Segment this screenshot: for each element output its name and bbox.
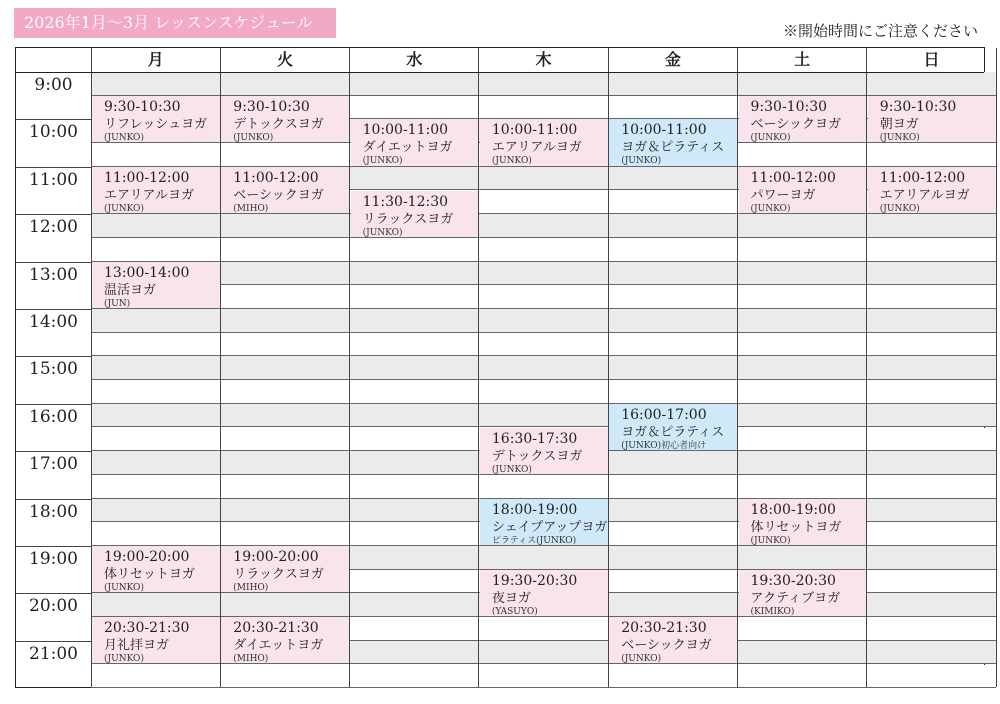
schedule-grid: [15, 47, 985, 688]
lesson-instructor: (JUNKO): [750, 535, 791, 546]
schedule-cell: [479, 404, 608, 428]
schedule-cell: [738, 285, 867, 309]
schedule-cell: [91, 499, 220, 523]
schedule-cell: [479, 191, 608, 215]
schedule-cell: [91, 214, 220, 238]
schedule-cell: [867, 404, 996, 428]
schedule-cell: [350, 593, 479, 617]
schedule-cell: [867, 641, 996, 665]
schedule-cell: [350, 404, 479, 428]
schedule-cell: [479, 665, 608, 689]
lesson-name: シェイプアップヨガ: [491, 519, 608, 535]
schedule-cell: [867, 356, 996, 380]
schedule-cell: [608, 72, 737, 96]
schedule-cell: [738, 356, 867, 380]
column-divider: [737, 48, 738, 687]
schedule-cell: [738, 404, 867, 428]
schedule-cell: [738, 72, 867, 96]
lesson-time: 16:00-17:00: [621, 406, 707, 423]
schedule-cell: [220, 72, 349, 96]
lesson-time: 11:00-12:00: [879, 169, 966, 186]
schedule-cell: [91, 238, 220, 262]
time-divider: [16, 356, 91, 357]
lesson-instructor: (JUNKO): [750, 203, 791, 214]
time-label: 11:00: [29, 169, 78, 190]
schedule-cell: [738, 143, 867, 167]
schedule-cell: [608, 499, 737, 523]
lesson-block[interactable]: [739, 167, 867, 214]
lesson-name: ダイエットヨガ: [362, 140, 453, 156]
lesson-block[interactable]: [221, 617, 349, 664]
day-header: 日: [923, 50, 940, 69]
schedule-cell: [608, 665, 737, 689]
schedule-cell: [608, 309, 737, 333]
column-divider: [349, 48, 350, 687]
lesson-block[interactable]: [739, 96, 867, 143]
time-label: 15:00: [29, 359, 78, 380]
schedule-cell: [608, 546, 737, 570]
schedule-cell: [220, 143, 349, 167]
schedule-cell: [220, 475, 349, 499]
schedule-cell: [608, 285, 737, 309]
schedule-cell: [608, 262, 737, 286]
lesson-name: エアリアルヨガ: [104, 187, 194, 203]
schedule-cell: [867, 309, 996, 333]
time-label: 13:00: [29, 264, 78, 285]
lesson-instructor: (JUN): [104, 298, 131, 309]
lesson-block[interactable]: [739, 570, 867, 617]
lesson-instructor: (MIHO): [233, 203, 269, 214]
time-divider: [16, 499, 91, 500]
time-label: 9:00: [34, 75, 73, 95]
schedule-cell: [91, 522, 220, 546]
lesson-instructor: (JUNKO): [104, 583, 144, 593]
lesson-block[interactable]: [868, 96, 996, 143]
lesson-time: 9:30-10:30: [233, 98, 310, 115]
lesson-name: ダイエットヨガ: [233, 638, 324, 654]
lesson-name: リラックスヨガ: [233, 567, 324, 582]
schedule-cell: [608, 356, 737, 380]
schedule-cell: [867, 428, 996, 452]
lesson-block[interactable]: [221, 96, 349, 143]
lesson-name: ヨガ＆ピラティス: [621, 140, 725, 156]
schedule-cell: [350, 356, 479, 380]
lesson-block[interactable]: [351, 119, 479, 166]
lesson-time: 10:00-11:00: [621, 122, 707, 139]
lesson-block[interactable]: [221, 546, 349, 593]
schedule-cell: [608, 333, 737, 357]
lesson-block[interactable]: [92, 546, 220, 593]
lesson-instructor: (JUNKO): [104, 654, 144, 665]
lesson-time: 10:00-11:00: [491, 122, 578, 139]
schedule-cell: [738, 641, 867, 665]
schedule-cell: [867, 475, 996, 499]
schedule-cell: [220, 451, 349, 475]
day-header: 水: [406, 50, 423, 69]
schedule-cell: [91, 451, 220, 475]
schedule-cell: [220, 214, 349, 238]
day-header: 火: [276, 50, 293, 69]
time-divider: [16, 262, 91, 263]
lesson-time: 10:00-11:00: [362, 122, 449, 139]
schedule-cell: [350, 72, 479, 96]
schedule-cell: [350, 617, 479, 641]
time-label: 19:00: [29, 549, 78, 569]
schedule-cell: [91, 143, 220, 167]
schedule-cell: [738, 333, 867, 357]
lesson-name: パワーヨガ: [750, 187, 816, 203]
time-divider: [16, 451, 91, 452]
schedule-cell: [91, 665, 220, 689]
schedule-cell: [350, 333, 479, 357]
schedule-cell: [867, 143, 996, 167]
time-divider: [16, 641, 91, 642]
schedule-cell: [350, 665, 479, 689]
schedule-cell: [738, 380, 867, 404]
lesson-time: 20:30-21:30: [104, 620, 190, 637]
time-divider: [16, 593, 91, 594]
time-label: 21:00: [29, 643, 78, 664]
schedule-cell: [608, 167, 737, 191]
schedule-cell: [91, 428, 220, 452]
lesson-block[interactable]: [92, 167, 220, 214]
time-label: 14:00: [29, 312, 78, 332]
lesson-name: 月礼拝ヨガ: [104, 638, 170, 654]
lesson-time: 20:30-21:30: [621, 620, 707, 637]
lesson-name: 朝ヨガ: [879, 116, 919, 132]
lesson-block[interactable]: [480, 428, 608, 475]
time-label: 16:00: [29, 406, 78, 427]
lesson-block[interactable]: [221, 167, 349, 214]
lesson-time: 9:30-10:30: [104, 98, 181, 115]
schedule-cell: [350, 522, 479, 546]
lesson-instructor: (JUNKO)初心者向け: [621, 440, 707, 451]
lesson-time: 9:30-10:30: [750, 98, 828, 115]
lesson-time: 18:00-19:00: [750, 501, 836, 518]
day-header: 金: [664, 50, 681, 69]
schedule-cell: [867, 570, 996, 594]
schedule-cell: [738, 546, 867, 570]
schedule-cell: [91, 475, 220, 499]
schedule-cell: [91, 356, 220, 380]
schedule-cell: [608, 214, 737, 238]
schedule-cell: [350, 641, 479, 665]
schedule-cell: [479, 309, 608, 333]
schedule-cell: [220, 522, 349, 546]
lesson-name: エアリアルヨガ: [879, 187, 970, 203]
schedule-cell: [91, 380, 220, 404]
schedule-cell: [479, 285, 608, 309]
lesson-name: 夜ヨガ: [491, 590, 531, 606]
schedule-cell: [220, 499, 349, 523]
lesson-block[interactable]: [609, 404, 737, 451]
schedule-cell: [350, 499, 479, 523]
lesson-instructor: (JUNKO): [750, 132, 791, 143]
schedule-cell: [479, 262, 608, 286]
lesson-block[interactable]: [92, 96, 220, 143]
schedule-cell: [350, 238, 479, 262]
lesson-instructor: (MIHO): [233, 654, 269, 665]
lesson-instructor: (JUNKO): [879, 132, 920, 143]
lesson-name: リフレッシュヨガ: [104, 116, 208, 132]
lesson-time: 19:30-20:30: [491, 572, 578, 589]
schedule-cell: [867, 499, 996, 523]
schedule-title: 2026年1月〜3月 レッスンスケジュール: [14, 8, 336, 38]
lesson-name: アクティブヨガ: [750, 590, 841, 606]
schedule-cell: [350, 428, 479, 452]
schedule-cell: [608, 593, 737, 617]
day-header: 月: [147, 50, 164, 69]
lesson-name: ベーシックヨガ: [621, 638, 712, 654]
schedule-cell: [867, 665, 996, 689]
schedule-cell: [867, 617, 996, 641]
schedule-cell: [220, 356, 349, 380]
lesson-name: ベーシックヨガ: [233, 187, 324, 203]
schedule-cell: [867, 380, 996, 404]
time-divider: [16, 119, 91, 120]
schedule-cell: [738, 665, 867, 689]
schedule-cell: [479, 356, 608, 380]
column-divider: [996, 48, 997, 687]
schedule-cell: [608, 380, 737, 404]
schedule-cell: [867, 522, 996, 546]
lesson-time: 19:30-20:30: [750, 572, 836, 589]
schedule-cell: [220, 262, 349, 286]
lesson-name: リラックスヨガ: [362, 211, 454, 227]
day-header: 木: [535, 50, 552, 69]
lesson-block[interactable]: [609, 119, 737, 166]
schedule-cell: [220, 428, 349, 452]
schedule-cell: [608, 570, 737, 594]
column-divider: [866, 48, 867, 687]
time-label: 10:00: [29, 122, 78, 143]
lesson-instructor: (JUNKO): [104, 132, 144, 143]
schedule-cell: [608, 238, 737, 262]
schedule-cell: [479, 546, 608, 570]
schedule-cell: [738, 428, 867, 452]
lesson-time: 19:00-20:00: [104, 549, 190, 565]
lesson-time: 11:30-12:30: [362, 193, 449, 210]
schedule-cell: [608, 96, 737, 120]
schedule-cell: [350, 309, 479, 333]
lesson-instructor: (KIMIKO): [750, 606, 795, 617]
lesson-name: 温活ヨガ: [104, 282, 157, 298]
schedule-cell: [738, 262, 867, 286]
schedule-cell: [350, 167, 479, 191]
lesson-time: 11:00-12:00: [104, 169, 190, 186]
schedule-cell: [350, 451, 479, 475]
schedule-cell: [479, 72, 608, 96]
schedule-cell: [867, 72, 996, 96]
header-divider: [16, 72, 984, 73]
column-divider: [478, 48, 479, 687]
lesson-time: 16:30-17:30: [491, 430, 578, 447]
time-divider: [16, 404, 91, 405]
schedule-cell: [350, 546, 479, 570]
schedule-cell: [738, 309, 867, 333]
time-divider: [16, 214, 91, 215]
time-divider: [16, 546, 91, 547]
lesson-instructor: (JUNKO): [621, 156, 662, 167]
lesson-instructor: (JUNKO): [362, 156, 403, 167]
schedule-cell: [91, 404, 220, 428]
lesson-name: ベーシックヨガ: [750, 116, 841, 132]
schedule-cell: [479, 380, 608, 404]
schedule-cell: [350, 262, 479, 286]
schedule-cell: [350, 96, 479, 120]
schedule-cell: [479, 96, 608, 120]
lesson-name: ヨガ＆ピラティス: [621, 424, 725, 440]
schedule-cell: [479, 641, 608, 665]
start-time-notice: ※開始時間にご注意ください: [782, 22, 978, 40]
schedule-cell: [91, 309, 220, 333]
lesson-block[interactable]: [92, 262, 220, 309]
lesson-instructor: (JUNKO): [621, 654, 662, 665]
schedule-cell: [220, 593, 349, 617]
schedule-cell: [479, 214, 608, 238]
schedule-cell: [350, 570, 479, 594]
schedule-cell: [738, 238, 867, 262]
schedule-cell: [738, 617, 867, 641]
lesson-instructor: (JUNKO): [233, 132, 274, 143]
schedule-cell: [479, 167, 608, 191]
time-divider: [16, 309, 91, 310]
schedule-cell: [867, 285, 996, 309]
schedule-cell: [738, 475, 867, 499]
lesson-block[interactable]: [739, 499, 867, 546]
schedule-cell: [220, 665, 349, 689]
lesson-time: 9:30-10:30: [879, 98, 957, 115]
schedule-cell: [867, 451, 996, 475]
schedule-cell: [350, 380, 479, 404]
schedule-cell: [867, 262, 996, 286]
schedule-cell: [479, 617, 608, 641]
schedule-cell: [350, 285, 479, 309]
lesson-block[interactable]: [480, 119, 608, 166]
schedule-cell: [350, 475, 479, 499]
schedule-cell: [867, 593, 996, 617]
lesson-time: 13:00-14:00: [104, 264, 190, 281]
schedule-cell: [867, 214, 996, 238]
schedule-cell: [479, 475, 608, 499]
schedule-cell: [608, 451, 737, 475]
schedule-cell: [867, 546, 996, 570]
time-label: 18:00: [29, 501, 78, 522]
lesson-time: 18:00-19:00: [491, 501, 578, 518]
schedule-cell: [479, 333, 608, 357]
schedule-cell: [738, 451, 867, 475]
schedule-cell: [91, 333, 220, 357]
time-divider: [16, 167, 91, 168]
lesson-name: 体リセットヨガ: [104, 567, 195, 582]
lesson-block[interactable]: [480, 499, 608, 546]
lesson-instructor: (MIHO): [233, 583, 269, 593]
time-label: 12:00: [29, 217, 78, 238]
schedule-cell: [608, 191, 737, 215]
schedule-cell: [220, 309, 349, 333]
column-divider: [608, 48, 609, 687]
lesson-instructor: (YASUYO): [491, 606, 538, 617]
lesson-block[interactable]: [351, 191, 479, 238]
day-header: 土: [794, 50, 811, 69]
lesson-instructor: (JUNKO): [491, 156, 532, 167]
schedule-cell: [220, 333, 349, 357]
schedule-cell: [608, 522, 737, 546]
lesson-time: 11:00-12:00: [233, 169, 319, 186]
lesson-instructor: (JUNKO): [879, 203, 920, 214]
lesson-block[interactable]: [480, 570, 608, 617]
lesson-block[interactable]: [92, 617, 220, 664]
lesson-time: 11:00-12:00: [750, 169, 836, 186]
schedule-cell: [91, 72, 220, 96]
time-label: 20:00: [29, 596, 78, 617]
lesson-instructor: (JUNKO): [104, 203, 144, 214]
lesson-instructor: ピラティス(JUNKO): [491, 535, 577, 546]
time-label: 17:00: [29, 454, 78, 475]
schedule-cell: [867, 238, 996, 262]
schedule-cell: [220, 404, 349, 428]
lesson-instructor: (JUNKO): [362, 227, 403, 238]
lesson-name: デトックスヨガ: [491, 448, 583, 464]
schedule-cell: [220, 238, 349, 262]
column-divider: [220, 48, 221, 687]
lesson-name: デトックスヨガ: [233, 116, 324, 132]
lesson-name: エアリアルヨガ: [491, 140, 582, 156]
schedule-cell: [220, 285, 349, 309]
schedule-cell: [479, 238, 608, 262]
lesson-block[interactable]: [609, 617, 737, 664]
lesson-instructor: (JUNKO): [491, 464, 532, 475]
schedule-cell: [91, 593, 220, 617]
schedule-cell: [608, 475, 737, 499]
schedule-cell: [220, 380, 349, 404]
schedule-cell: [867, 333, 996, 357]
lesson-time: 19:00-20:00: [233, 549, 319, 565]
lesson-block[interactable]: [868, 167, 996, 214]
lesson-name: 体リセットヨガ: [750, 519, 842, 535]
schedule-cell: [738, 214, 867, 238]
lesson-time: 20:30-21:30: [233, 620, 319, 637]
